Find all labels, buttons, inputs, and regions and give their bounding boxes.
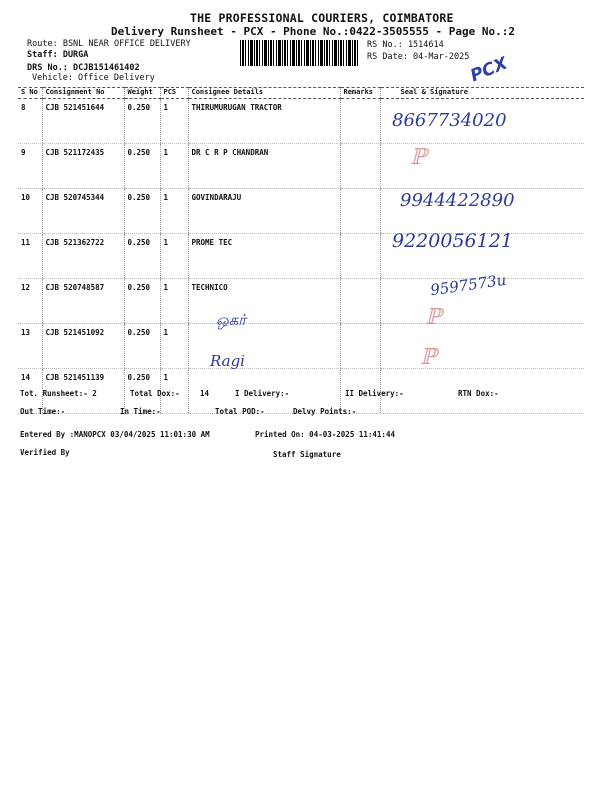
- cell-sno: 9: [18, 144, 42, 189]
- drs-number: DRS No.: DCJB151461402: [27, 63, 140, 73]
- signature-row12: 9597573u: [429, 270, 508, 300]
- table-row: [18, 324, 584, 369]
- col-consignee: Consignee Details: [188, 88, 340, 99]
- table-header-row: [18, 88, 584, 99]
- cell-pcs: 1: [160, 99, 188, 144]
- cell-pcs: 1: [160, 234, 188, 279]
- cell-weight: 0.250: [124, 234, 160, 279]
- cell-remarks: [340, 144, 380, 189]
- cell-signature: [380, 324, 584, 369]
- cell-weight: 0.250: [124, 279, 160, 324]
- signature-row11: 9220056121: [392, 230, 513, 252]
- cell-consignment: CJB 520748587: [42, 279, 124, 324]
- entered-by: Entered By :MANOPCX 03/04/2025 11:01:30 AM: [20, 430, 210, 439]
- cell-remarks: [340, 279, 380, 324]
- cell-weight: 0.250: [124, 99, 160, 144]
- cell-consignment: CJB 521451644: [42, 99, 124, 144]
- cell-pcs: 1: [160, 144, 188, 189]
- cell-sno: 13: [18, 324, 42, 369]
- col-consignment: Consignment No: [42, 88, 124, 99]
- cell-sno: 11: [18, 234, 42, 279]
- cell-sno: 10: [18, 189, 42, 234]
- delivery-points: Delvy Points:-: [293, 407, 357, 416]
- cell-consignee: GOVINDARAJU: [188, 189, 340, 234]
- in-time: In Time:-: [120, 407, 161, 416]
- cell-consignment: CJB 521362722: [42, 234, 124, 279]
- faint-signature-mark: ℙ: [410, 145, 427, 170]
- col-signature: Seal & Signature: [380, 88, 584, 99]
- cell-weight: 0.250: [124, 324, 160, 369]
- out-time: Out Time:-: [20, 407, 66, 416]
- cell-pcs: 1: [160, 189, 188, 234]
- cell-pcs: 1: [160, 279, 188, 324]
- verified-by: Verified By: [20, 448, 70, 457]
- cell-remarks: [340, 99, 380, 144]
- cell-consignment: CJB 521451092: [42, 324, 124, 369]
- cell-consignee: DR C R P CHANDRAN: [188, 144, 340, 189]
- cell-consignee: THIRUMURUGAN TRACTOR: [188, 99, 340, 144]
- faint-signature-mark: ℙ: [425, 305, 442, 330]
- i-delivery: I Delivery:-: [235, 389, 290, 398]
- col-sno: S No: [18, 88, 42, 99]
- barcode-image: [240, 40, 360, 66]
- cell-consignment: CJB 521172435: [42, 144, 124, 189]
- total-runsheet: Tot. Runsheet:- 2: [20, 389, 97, 398]
- col-remarks: Remarks: [340, 88, 380, 99]
- signature-row10: 9944422890: [400, 190, 515, 211]
- cell-weight: 0.250: [124, 144, 160, 189]
- table-row: [18, 144, 584, 189]
- rs-date: RS Date: 04-Mar-2025: [367, 52, 470, 62]
- vehicle-text: Vehicle: Office Delivery: [32, 73, 155, 83]
- cell-remarks: [340, 234, 380, 279]
- cell-sno: 8: [18, 99, 42, 144]
- signature-row8: 8667734020: [392, 110, 507, 131]
- pcx-handwritten-stamp: PCX: [467, 53, 511, 87]
- cell-weight: 0.250: [124, 369, 160, 414]
- faint-signature-mark: ℙ: [420, 345, 437, 370]
- cell-consignee: TECHNICO: [188, 279, 340, 324]
- cell-sno: 12: [18, 279, 42, 324]
- cell-pcs: 1: [160, 369, 188, 414]
- handwritten-row14-consignee: Ragi: [210, 352, 245, 370]
- cell-pcs: 1: [160, 324, 188, 369]
- rs-number: RS No.: 1514614: [367, 40, 444, 50]
- cell-consignment: CJB 520745344: [42, 189, 124, 234]
- col-pcs: PCS: [160, 88, 188, 99]
- ii-delivery: II Delivery:-: [345, 389, 404, 398]
- staff-text: Staff: DURGA: [27, 50, 89, 60]
- total-dox-label: Total Dox:-: [130, 389, 180, 398]
- total-dox-value: 14: [200, 389, 210, 398]
- col-weight: Weight: [124, 88, 160, 99]
- runsheet-subtitle: Delivery Runsheet - PCX - Phone No.:0422-3505555 - Page No.:2: [111, 25, 515, 38]
- rtn-dox: RTN Dox:-: [458, 389, 499, 398]
- route-text: Route: BSNL NEAR OFFICE DELIVERY: [27, 39, 191, 49]
- printed-on: Printed On: 04-03-2025 11:41:44: [255, 430, 395, 439]
- cell-weight: 0.250: [124, 189, 160, 234]
- handwritten-row13-consignee: ஒகர்: [216, 311, 246, 329]
- total-pod: Total POD:-: [215, 407, 265, 416]
- cell-sno: 14: [18, 369, 42, 414]
- cell-consignment: CJB 521451139: [42, 369, 124, 414]
- cell-consignee: PROME TEC: [188, 234, 340, 279]
- cell-remarks: [340, 324, 380, 369]
- company-title: THE PROFESSIONAL COURIERS, COIMBATORE: [190, 11, 454, 25]
- staff-signature: Staff Signature: [273, 450, 341, 459]
- cell-remarks: [340, 189, 380, 234]
